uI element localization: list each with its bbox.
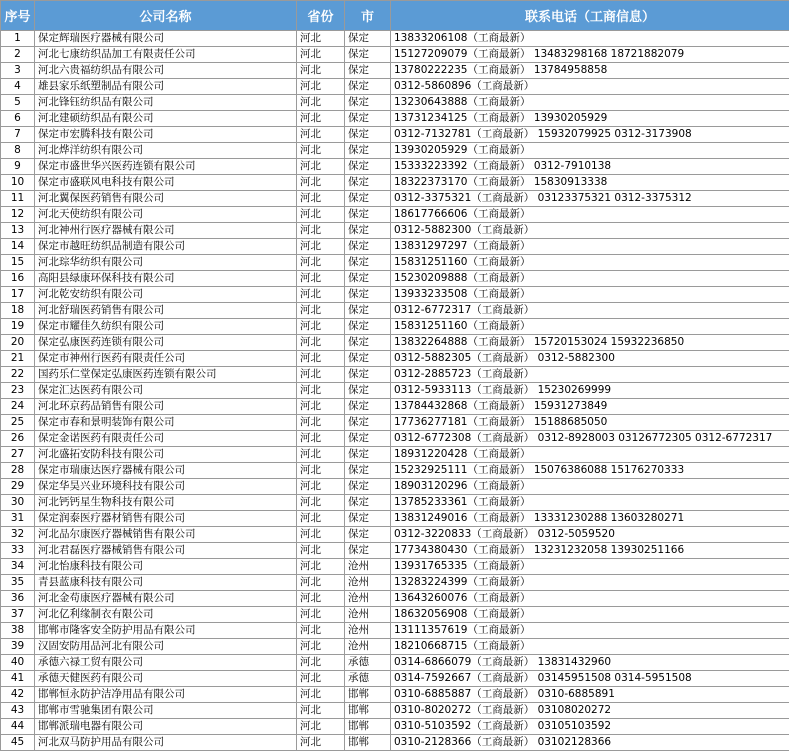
cell-company-name: 保定辉瑞医疗器械有限公司: [35, 31, 297, 47]
table-row: [1, 111, 789, 127]
cell-province: 河北: [297, 687, 345, 703]
cell-phone: 13931765335（工商最新）: [391, 559, 789, 575]
cell-phone: 18322373170（工商最新） 15830913338: [391, 175, 789, 191]
cell-province: 河北: [297, 31, 345, 47]
table-row: [1, 511, 789, 527]
cell-phone: 13832264888（工商最新） 15720153024 15932236850: [391, 335, 789, 351]
cell-province: 河北: [297, 399, 345, 415]
header-company-name: 公司名称: [35, 1, 297, 31]
cell-city: 保定: [345, 207, 391, 223]
cell-province: 河北: [297, 655, 345, 671]
cell-index: 10: [1, 175, 35, 191]
cell-phone: 15333223392（工商最新） 0312-7910138: [391, 159, 789, 175]
table-row: [1, 719, 789, 735]
table-row: [1, 335, 789, 351]
table-row: [1, 47, 789, 63]
cell-company-name: 保定市瑞康达医疗器械有限公司: [35, 463, 297, 479]
cell-phone: 18617766606（工商最新）: [391, 207, 789, 223]
cell-company-name: 河北锋钰纺织品有限公司: [35, 95, 297, 111]
cell-phone: 18931220428（工商最新）: [391, 447, 789, 463]
table-row: [1, 95, 789, 111]
cell-province: 河北: [297, 623, 345, 639]
cell-phone: 0314-7592667（工商最新） 03145951508 0314-5951508: [391, 671, 789, 687]
cell-index: 22: [1, 367, 35, 383]
table-row: [1, 191, 789, 207]
cell-city: 保定: [345, 31, 391, 47]
cell-phone: 0312-5860896（工商最新）: [391, 79, 789, 95]
cell-city: 保定: [345, 111, 391, 127]
cell-phone: 0312-5933113（工商最新） 15230269999: [391, 383, 789, 399]
cell-phone: 0312-2885723（工商最新）: [391, 367, 789, 383]
cell-province: 河北: [297, 559, 345, 575]
cell-company-name: 河北翼保医药销售有限公司: [35, 191, 297, 207]
header-index: 序号: [1, 1, 35, 31]
cell-company-name: 邯郸恒永防护洁净用品有限公司: [35, 687, 297, 703]
header-phone: 联系电话（工商信息）: [391, 1, 789, 31]
cell-index: 39: [1, 639, 35, 655]
cell-company-name: 保定市春和景明装饰有限公司: [35, 415, 297, 431]
cell-city: 沧州: [345, 559, 391, 575]
table-row: [1, 303, 789, 319]
table-row: [1, 383, 789, 399]
cell-city: 保定: [345, 47, 391, 63]
cell-phone: 0312-3375321（工商最新） 03123375321 0312-3375312: [391, 191, 789, 207]
cell-index: 13: [1, 223, 35, 239]
cell-index: 1: [1, 31, 35, 47]
cell-city: 保定: [345, 527, 391, 543]
cell-city: 邯郸: [345, 687, 391, 703]
cell-company-name: 河北六贵福纺织品有限公司: [35, 63, 297, 79]
table-row: [1, 591, 789, 607]
table-row: [1, 143, 789, 159]
cell-index: 5: [1, 95, 35, 111]
cell-index: 45: [1, 735, 35, 751]
cell-province: 河北: [297, 479, 345, 495]
table-row: [1, 655, 789, 671]
cell-phone: 0310-5103592（工商最新） 03105103592: [391, 719, 789, 735]
cell-company-name: 保定市越旺纺织品制造有限公司: [35, 239, 297, 255]
header-province: 省份: [297, 1, 345, 31]
table-header: [1, 1, 789, 31]
cell-city: 沧州: [345, 575, 391, 591]
cell-city: 保定: [345, 143, 391, 159]
cell-province: 河北: [297, 223, 345, 239]
cell-city: 沧州: [345, 623, 391, 639]
cell-phone: 13780222235（工商最新） 13784958858: [391, 63, 789, 79]
cell-province: 河北: [297, 591, 345, 607]
cell-company-name: 青县蓝康科技有限公司: [35, 575, 297, 591]
cell-city: 保定: [345, 159, 391, 175]
cell-index: 37: [1, 607, 35, 623]
cell-company-name: 保定润泰医疗器材销售有限公司: [35, 511, 297, 527]
cell-index: 8: [1, 143, 35, 159]
table-row: [1, 527, 789, 543]
cell-index: 19: [1, 319, 35, 335]
cell-city: 保定: [345, 511, 391, 527]
cell-province: 河北: [297, 703, 345, 719]
cell-city: 保定: [345, 399, 391, 415]
cell-province: 河北: [297, 383, 345, 399]
cell-phone: 15230209888（工商最新）: [391, 271, 789, 287]
table-row: [1, 223, 789, 239]
cell-city: 保定: [345, 367, 391, 383]
cell-index: 40: [1, 655, 35, 671]
cell-province: 河北: [297, 351, 345, 367]
cell-index: 12: [1, 207, 35, 223]
cell-index: 30: [1, 495, 35, 511]
cell-company-name: 河北品尔康医疗器械销售有限公司: [35, 527, 297, 543]
cell-index: 15: [1, 255, 35, 271]
cell-province: 河北: [297, 367, 345, 383]
table-row: [1, 287, 789, 303]
cell-phone: 18210668715（工商最新）: [391, 639, 789, 655]
table-row: [1, 559, 789, 575]
cell-phone: 13785233361（工商最新）: [391, 495, 789, 511]
table-row: [1, 367, 789, 383]
cell-city: 保定: [345, 431, 391, 447]
cell-index: 6: [1, 111, 35, 127]
cell-company-name: 保定金诺医药有限责任公司: [35, 431, 297, 447]
cell-phone: 13230643888（工商最新）: [391, 95, 789, 111]
cell-province: 河北: [297, 255, 345, 271]
table-row: [1, 239, 789, 255]
cell-phone: 13831297297（工商最新）: [391, 239, 789, 255]
table-row: [1, 495, 789, 511]
cell-index: 4: [1, 79, 35, 95]
cell-province: 河北: [297, 47, 345, 63]
cell-phone: 15232925111（工商最新） 15076386088 15176270333: [391, 463, 789, 479]
cell-province: 河北: [297, 335, 345, 351]
cell-province: 河北: [297, 271, 345, 287]
cell-phone: 0314-6866079（工商最新） 13831432960: [391, 655, 789, 671]
cell-province: 河北: [297, 79, 345, 95]
header-city: 市: [345, 1, 391, 31]
cell-province: 河北: [297, 671, 345, 687]
table-row: [1, 703, 789, 719]
cell-province: 河北: [297, 319, 345, 335]
table-row: [1, 399, 789, 415]
cell-company-name: 保定市神州行医药有限责任公司: [35, 351, 297, 367]
cell-city: 保定: [345, 95, 391, 111]
cell-city: 保定: [345, 415, 391, 431]
cell-company-name: 高阳县绿康环保科技有限公司: [35, 271, 297, 287]
cell-index: 9: [1, 159, 35, 175]
cell-city: 保定: [345, 335, 391, 351]
cell-company-name: 邯郸市隆客安全防护用品有限公司: [35, 623, 297, 639]
cell-index: 14: [1, 239, 35, 255]
cell-phone: 13833206108（工商最新）: [391, 31, 789, 47]
table-row: [1, 463, 789, 479]
cell-index: 2: [1, 47, 35, 63]
cell-index: 20: [1, 335, 35, 351]
cell-company-name: 保定市盛世华兴医药连锁有限公司: [35, 159, 297, 175]
cell-company-name: 河北亿利缘制衣有限公司: [35, 607, 297, 623]
table-row: [1, 255, 789, 271]
cell-index: 44: [1, 719, 35, 735]
table-row: [1, 431, 789, 447]
table-row: [1, 415, 789, 431]
cell-index: 24: [1, 399, 35, 415]
cell-city: 保定: [345, 495, 391, 511]
cell-city: 承德: [345, 671, 391, 687]
cell-phone: 13283224399（工商最新）: [391, 575, 789, 591]
cell-city: 邯郸: [345, 703, 391, 719]
cell-phone: 0312-3220833（工商最新） 0312-5059520: [391, 527, 789, 543]
table-row: [1, 31, 789, 47]
cell-phone: 17734380430（工商最新） 13231232058 13930251166: [391, 543, 789, 559]
cell-phone: 0310-6885887（工商最新） 0310-6885891: [391, 687, 789, 703]
table-row: [1, 543, 789, 559]
cell-company-name: 河北建硕纺织品有限公司: [35, 111, 297, 127]
cell-index: 31: [1, 511, 35, 527]
cell-province: 河北: [297, 127, 345, 143]
cell-city: 保定: [345, 319, 391, 335]
table-row: [1, 271, 789, 287]
table-row: [1, 639, 789, 655]
cell-index: 18: [1, 303, 35, 319]
table-row: [1, 207, 789, 223]
cell-company-name: 邯郸派瑞电器有限公司: [35, 719, 297, 735]
cell-company-name: 保定市耀佳久纺织有限公司: [35, 319, 297, 335]
cell-city: 邯郸: [345, 719, 391, 735]
cell-city: 保定: [345, 303, 391, 319]
cell-phone: 15127209079（工商最新） 13483298168 18721882079: [391, 47, 789, 63]
cell-index: 42: [1, 687, 35, 703]
cell-phone: 15831251160（工商最新）: [391, 319, 789, 335]
cell-index: 7: [1, 127, 35, 143]
cell-city: 保定: [345, 191, 391, 207]
cell-company-name: 保定弘康医药连锁有限公司: [35, 335, 297, 351]
cell-company-name: 保定华昊兴业环境科技有限公司: [35, 479, 297, 495]
cell-company-name: 河北君磊医疗器械销售有限公司: [35, 543, 297, 559]
table-row: [1, 735, 789, 751]
cell-index: 26: [1, 431, 35, 447]
cell-index: 35: [1, 575, 35, 591]
cell-company-name: 承德天健医药有限公司: [35, 671, 297, 687]
cell-index: 36: [1, 591, 35, 607]
cell-phone: 13731234125（工商最新） 13930205929: [391, 111, 789, 127]
cell-province: 河北: [297, 511, 345, 527]
cell-city: 保定: [345, 255, 391, 271]
cell-index: 33: [1, 543, 35, 559]
table-row: [1, 575, 789, 591]
cell-province: 河北: [297, 447, 345, 463]
cell-company-name: 河北怡康科技有限公司: [35, 559, 297, 575]
cell-index: 16: [1, 271, 35, 287]
cell-company-name: 河北双马防护用品有限公司: [35, 735, 297, 751]
cell-province: 河北: [297, 543, 345, 559]
cell-company-name: 国药乐仁堂保定弘康医药连锁有限公司: [35, 367, 297, 383]
cell-company-name: 承德六禄工贸有限公司: [35, 655, 297, 671]
cell-province: 河北: [297, 735, 345, 751]
cell-company-name: 河北乾安纺织有限公司: [35, 287, 297, 303]
cell-company-name: 河北盛拓安防科技有限公司: [35, 447, 297, 463]
cell-province: 河北: [297, 239, 345, 255]
cell-city: 保定: [345, 223, 391, 239]
cell-city: 保定: [345, 479, 391, 495]
table-row: [1, 607, 789, 623]
table-row: [1, 319, 789, 335]
table-row: [1, 79, 789, 95]
cell-province: 河北: [297, 495, 345, 511]
cell-phone: 13831249016（工商最新） 13331230288 13603280271: [391, 511, 789, 527]
cell-index: 11: [1, 191, 35, 207]
cell-phone: 0312-5882300（工商最新）: [391, 223, 789, 239]
cell-city: 沧州: [345, 639, 391, 655]
cell-company-name: 雄县家乐纸塑制品有限公司: [35, 79, 297, 95]
cell-city: 保定: [345, 383, 391, 399]
cell-phone: 18903120296（工商最新）: [391, 479, 789, 495]
cell-province: 河北: [297, 463, 345, 479]
cell-index: 41: [1, 671, 35, 687]
table-row: [1, 623, 789, 639]
cell-index: 34: [1, 559, 35, 575]
cell-city: 沧州: [345, 607, 391, 623]
header-row: [1, 1, 789, 31]
cell-index: 27: [1, 447, 35, 463]
cell-phone: 18632056908（工商最新）: [391, 607, 789, 623]
cell-company-name: 保定市宏腾科技有限公司: [35, 127, 297, 143]
cell-province: 河北: [297, 287, 345, 303]
cell-phone: 13784432868（工商最新） 15931273849: [391, 399, 789, 415]
cell-company-name: 保定汇达医药有限公司: [35, 383, 297, 399]
cell-company-name: 河北钙钙星生物科技有限公司: [35, 495, 297, 511]
cell-company-name: 河北天使纺织有限公司: [35, 207, 297, 223]
table-row: [1, 447, 789, 463]
cell-phone: 0310-8020272（工商最新） 03108020272: [391, 703, 789, 719]
cell-province: 河北: [297, 191, 345, 207]
cell-province: 河北: [297, 431, 345, 447]
cell-city: 保定: [345, 239, 391, 255]
cell-city: 保定: [345, 543, 391, 559]
cell-city: 保定: [345, 287, 391, 303]
cell-company-name: 河北烨洋纺织有限公司: [35, 143, 297, 159]
cell-province: 河北: [297, 175, 345, 191]
table-row: [1, 671, 789, 687]
cell-city: 保定: [345, 447, 391, 463]
cell-phone: 0312-6772317（工商最新）: [391, 303, 789, 319]
cell-city: 邯郸: [345, 735, 391, 751]
cell-index: 38: [1, 623, 35, 639]
cell-company-name: 河北舒瑞医药销售有限公司: [35, 303, 297, 319]
cell-index: 28: [1, 463, 35, 479]
table-row: [1, 687, 789, 703]
cell-company-name: 保定市盛联风电科技有限公司: [35, 175, 297, 191]
table-row: [1, 351, 789, 367]
cell-phone: 17736277181（工商最新） 15188685050: [391, 415, 789, 431]
cell-company-name: 河北七康纺织品加工有限责任公司: [35, 47, 297, 63]
cell-province: 河北: [297, 607, 345, 623]
cell-phone: 0312-6772308（工商最新） 0312-8928003 03126772305 0312-6772317: [391, 431, 789, 447]
cell-company-name: 河北环京药品销售有限公司: [35, 399, 297, 415]
table-row: [1, 127, 789, 143]
table-row: [1, 63, 789, 79]
table-row: [1, 175, 789, 191]
cell-city: 保定: [345, 351, 391, 367]
cell-index: 21: [1, 351, 35, 367]
cell-phone: 13933233508（工商最新）: [391, 287, 789, 303]
cell-index: 17: [1, 287, 35, 303]
cell-company-name: 河北金苟康医疗器械有限公司: [35, 591, 297, 607]
cell-province: 河北: [297, 303, 345, 319]
cell-phone: 15831251160（工商最新）: [391, 255, 789, 271]
cell-city: 保定: [345, 63, 391, 79]
cell-province: 河北: [297, 159, 345, 175]
cell-province: 河北: [297, 415, 345, 431]
cell-company-name: 河北神州行医疗器械有限公司: [35, 223, 297, 239]
cell-province: 河北: [297, 575, 345, 591]
table-row: [1, 479, 789, 495]
cell-index: 29: [1, 479, 35, 495]
cell-city: 承德: [345, 655, 391, 671]
cell-province: 河北: [297, 143, 345, 159]
cell-index: 32: [1, 527, 35, 543]
cell-province: 河北: [297, 111, 345, 127]
cell-company-name: 汉固安防用品河北有限公司: [35, 639, 297, 655]
cell-province: 河北: [297, 527, 345, 543]
cell-company-name: 邯郸市雪驰集团有限公司: [35, 703, 297, 719]
cell-province: 河北: [297, 63, 345, 79]
cell-index: 25: [1, 415, 35, 431]
cell-city: 保定: [345, 271, 391, 287]
cell-phone: 0312-5882305（工商最新） 0312-5882300: [391, 351, 789, 367]
cell-phone: 13111357619（工商最新）: [391, 623, 789, 639]
cell-province: 河北: [297, 639, 345, 655]
cell-city: 保定: [345, 175, 391, 191]
cell-phone: 0312-7132781（工商最新） 15932079925 0312-3173908: [391, 127, 789, 143]
cell-phone: 13643260076（工商最新）: [391, 591, 789, 607]
cell-city: 保定: [345, 127, 391, 143]
table-body: [1, 31, 789, 751]
cell-index: 3: [1, 63, 35, 79]
cell-index: 43: [1, 703, 35, 719]
cell-index: 23: [1, 383, 35, 399]
cell-province: 河北: [297, 207, 345, 223]
cell-city: 沧州: [345, 591, 391, 607]
cell-province: 河北: [297, 95, 345, 111]
cell-company-name: 河北琮华纺织有限公司: [35, 255, 297, 271]
table-row: [1, 159, 789, 175]
cell-city: 保定: [345, 79, 391, 95]
cell-city: 保定: [345, 463, 391, 479]
cell-phone: 13930205929（工商最新）: [391, 143, 789, 159]
cell-phone: 0310-2128366（工商最新） 03102128366: [391, 735, 789, 751]
cell-province: 河北: [297, 719, 345, 735]
